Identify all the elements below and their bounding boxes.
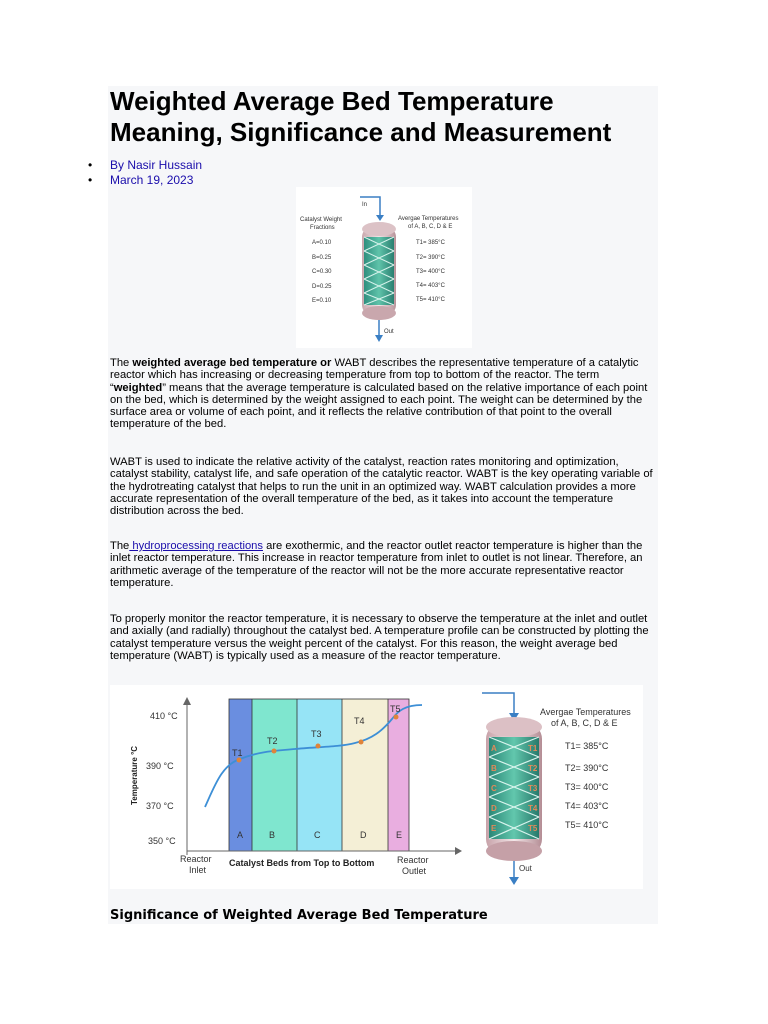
temps-heading-2: of A, B, C, D & E [408, 224, 453, 230]
fraction-c: C=0.30 [312, 269, 332, 275]
bed-d-label: D [360, 830, 367, 840]
author-item [88, 158, 202, 173]
ytick-410: 410 °C [150, 711, 178, 721]
y-axis-label: Temperature °C [130, 745, 139, 805]
reactor-bed-a: A [491, 744, 497, 753]
inlet-label: In [362, 202, 368, 208]
bed-e-label: E [396, 830, 403, 840]
outlet-label-1: Reactor [397, 855, 429, 865]
reactor-bed-d: D [491, 804, 497, 813]
point-t3-marker [316, 744, 321, 749]
page-title: Weighted Average Bed Temperature Meaning, Significance and Measurement [110, 86, 612, 147]
paragraph-wabt-definition: The weighted average bed temperature or WABT describes the representative temperature of a catalytic reactor which has increasing or decreasing temperature from top to bottom of the reactor. The term “weighted” means that the average temperature is calculated based on the relative importance of each point on the bed, which is determined by the weight assigned to each point. The weight can be determined by the surface area or volume of each point, and it reflects the relative contribution of that point to the overall temperature of the bed. [110, 357, 648, 431]
reactor-bed-c: C [491, 784, 497, 793]
bed-a-label: A [237, 830, 244, 840]
fig2-temp-t5: T5= 410°C [565, 820, 609, 830]
fig2-temp-t3: T3= 400°C [565, 782, 609, 792]
bed-c-label: C [314, 830, 321, 840]
temp-t1: T1= 385°C [416, 240, 445, 246]
point-t4-marker [359, 740, 364, 745]
fraction-b: B=0.25 [312, 255, 332, 261]
bed-b-label: B [269, 830, 276, 840]
point-t1-label: T1 [232, 748, 243, 758]
point-t5-label: T5 [390, 704, 401, 714]
point-t2-marker [272, 749, 277, 754]
bed-c [297, 699, 342, 851]
paragraph-wabt-usage: WABT is used to indicate the relative activity of the catalyst, reaction rates monitoring and optimization, catalyst stability, catalyst life, and safe operation of the catalytic reactor. WABT is the key operating variable of the hydrotreating catalyst that helps to run the unit in an optimized way. WABT calculation provides a more accurate representation of the overall temperature of the bed, as it takes into account the temperature distribution across the bed. [110, 456, 653, 518]
section-heading-significance: Significance of Weighted Average Bed Temperature [110, 908, 488, 923]
point-t1-marker [237, 758, 242, 763]
reactor-out-label: Out [519, 864, 532, 873]
outlet-label: Out [384, 329, 394, 335]
fraction-e: E=0.10 [312, 298, 332, 304]
fractions-heading-1: Catalyst Weight [300, 217, 342, 223]
paragraph-monitoring: To properly monitor the reactor temperature, it is necessary to observe the temperature at the inlet and outlet and axially (and radially) throughout the catalyst bed. A temperature profile can be constructed by plotting the catalyst temperature versus the weight percent of the catalyst. For this reason, the weight average bed temperature (WABT) is typically used as a measure of the reactor temperature. [110, 613, 649, 662]
reactor-tag-t3: T3 [528, 784, 538, 793]
author-link[interactable]: By Nasir Hussain [110, 158, 203, 172]
temperature-profile-figure [110, 685, 643, 889]
ytick-390: 390 °C [146, 761, 174, 771]
reactor-tag-t4: T4 [528, 804, 538, 813]
fig2-temp-t1: T1= 385°C [565, 741, 609, 751]
bed-b [252, 699, 297, 851]
fig2-temps-heading-1: Avergae Temperatures [540, 707, 631, 717]
bed-d [342, 699, 388, 851]
point-t3-label: T3 [311, 729, 322, 739]
temp-t3: T3= 400°C [416, 269, 445, 275]
outlet-arrow-icon [375, 335, 383, 342]
ytick-370: 370 °C [146, 801, 174, 811]
fig2-temp-t2: T2= 390°C [565, 763, 609, 773]
inlet-label-2: Inlet [189, 865, 207, 875]
point-t2-label: T2 [267, 736, 278, 746]
temperature-profile-diagram [110, 685, 643, 889]
hydroprocessing-link[interactable]: hydroprocessing reactions [129, 540, 263, 552]
ytick-350: 350 °C [148, 836, 176, 846]
reactor-tag-t5: T5 [528, 824, 538, 833]
bed-a [229, 699, 252, 851]
reactor-bed-b: B [491, 764, 497, 773]
fraction-d: D=0.25 [312, 284, 332, 290]
paragraph-exothermic: The hydroprocessing reactions are exothermic, and the reactor outlet reactor temperature is higher than the inlet reactor temperature. This increase in reactor temperature from inlet to outlet is not linear. Therefore, an arithmetic average of the temperature of the reactor will not be the more accurate representative reactor temperature. [110, 540, 643, 589]
bed-e [388, 699, 409, 851]
x-axis-label: Catalyst Beds from Top to Bottom [229, 858, 375, 868]
reactor-tag-t2: T2 [528, 764, 538, 773]
temps-heading-1: Avergae Temperatures [398, 216, 459, 222]
temp-t4: T4= 403°C [416, 283, 445, 289]
fig2-temp-t4: T4= 403°C [565, 801, 609, 811]
date-link[interactable]: March 19, 2023 [110, 173, 194, 187]
outlet-label-2: Outlet [402, 866, 427, 876]
point-t5-marker [394, 715, 399, 720]
reactor-tag-t1: T1 [528, 744, 538, 753]
reactor-outlet-arrow-icon [509, 877, 519, 885]
reactor-fractions-figure [296, 187, 472, 348]
date-item [88, 173, 202, 188]
fraction-a: A=0.10 [312, 240, 332, 246]
reactor-bed-e: E [491, 824, 497, 833]
temp-t2: T2= 390°C [416, 255, 445, 261]
fractions-heading-2: Fractions [310, 225, 335, 231]
post-meta [88, 158, 202, 188]
point-t4-label: T4 [354, 716, 365, 726]
reactor-fractions-diagram [296, 187, 472, 348]
temp-t5: T5= 410°C [416, 297, 445, 303]
fig2-temps-heading-2: of A, B, C, D & E [551, 718, 618, 728]
inlet-label-1: Reactor [180, 854, 212, 864]
